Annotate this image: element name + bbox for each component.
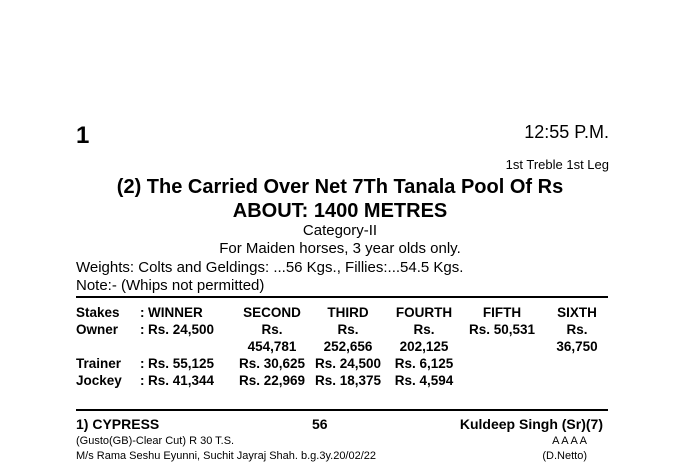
race-weights: Weights: Colts and Geldings: ...56 Kgs., Fillies:...54.5 Kgs.: [76, 259, 464, 276]
race-time: 12:55 P.M.: [524, 122, 609, 142]
col-fifth: FIFTH: [482, 305, 522, 320]
horse-jockey: Kuldeep Singh (Sr)(7): [459, 416, 603, 432]
horse-weight: 56: [312, 416, 328, 432]
jockey-label: Jockey: [76, 373, 122, 388]
colon: :: [140, 305, 145, 320]
race-title: (2) The Carried Over Net 7Th Tanala Pool Of Rs: [116, 176, 564, 198]
empty-cell: [462, 338, 542, 355]
race-distance: ABOUT: 1400 METRES: [232, 200, 448, 222]
jockey-winner: Rs. 41,344: [148, 373, 215, 388]
colon: :: [140, 356, 145, 371]
col-third: THIRD: [327, 305, 369, 320]
owner-second-amount: 454,781: [247, 339, 297, 354]
colon: :: [140, 322, 145, 337]
trainer-second: Rs. 30,625: [238, 356, 306, 371]
owner-fourth-amount: 202,125: [399, 339, 449, 354]
stakes-table: [76, 304, 612, 389]
owner-label: Owner: [76, 322, 119, 337]
stakes-header-row: [76, 304, 612, 321]
stakes-label: Stakes: [76, 305, 120, 320]
race-number: 1: [76, 122, 90, 149]
jockey-fourth: Rs. 4,594: [394, 373, 454, 388]
horse-breeding: (Gusto(GB)-Clear Cut) R 30 T.S.: [76, 435, 235, 447]
divider-entries: [76, 409, 608, 411]
trainer-third: Rs. 24,500: [314, 356, 382, 371]
empty-cell: [76, 338, 140, 355]
owner-winner: Rs. 24,500: [148, 322, 215, 337]
empty-cell: [542, 355, 612, 372]
trainer-winner: Rs. 55,125: [148, 356, 215, 371]
col-second: SECOND: [243, 305, 301, 320]
trainer-row: [76, 355, 612, 372]
horse-owner: M/s Rama Seshu Eyunni, Suchit Jayraj Shah. b.g.3y.20/02/22: [76, 450, 377, 462]
owner-third: Rs.: [337, 322, 359, 337]
horse-trainer: (D.Netto): [542, 450, 587, 462]
owner-row: [76, 321, 612, 338]
empty-cell: [140, 338, 148, 355]
trainer-fourth: Rs. 6,125: [394, 356, 454, 371]
col-sixth: SIXTH: [557, 305, 597, 320]
jockey-third: Rs. 18,375: [314, 373, 382, 388]
owner-sixth-amount: 36,750: [556, 339, 598, 354]
empty-cell: [462, 372, 542, 389]
divider-top: [76, 296, 608, 298]
owner-second: Rs.: [261, 322, 283, 337]
owner-sixth: Rs.: [566, 322, 588, 337]
treble-leg: 1st Treble 1st Leg: [505, 157, 609, 172]
col-winner: WINNER: [148, 305, 203, 320]
jockey-row: [76, 372, 612, 389]
race-condition: For Maiden horses, 3 year olds only.: [219, 240, 461, 257]
col-fourth: FOURTH: [395, 305, 453, 320]
race-category: Category-II: [302, 222, 378, 239]
horse-name: 1) CYPRESS: [76, 416, 160, 432]
colon: :: [140, 373, 145, 388]
horse-form: A A A A: [552, 435, 587, 447]
owner-row-continued: [76, 338, 612, 355]
trainer-label: Trainer: [76, 356, 122, 371]
empty-cell: [542, 372, 612, 389]
owner-third-amount: 252,656: [323, 339, 373, 354]
empty-cell: [148, 338, 234, 355]
race-note: Note:- (Whips not permitted): [76, 277, 265, 294]
jockey-second: Rs. 22,969: [238, 373, 306, 388]
empty-cell: [462, 355, 542, 372]
owner-fourth: Rs.: [413, 322, 435, 337]
owner-fifth: Rs. 50,531: [468, 322, 536, 337]
